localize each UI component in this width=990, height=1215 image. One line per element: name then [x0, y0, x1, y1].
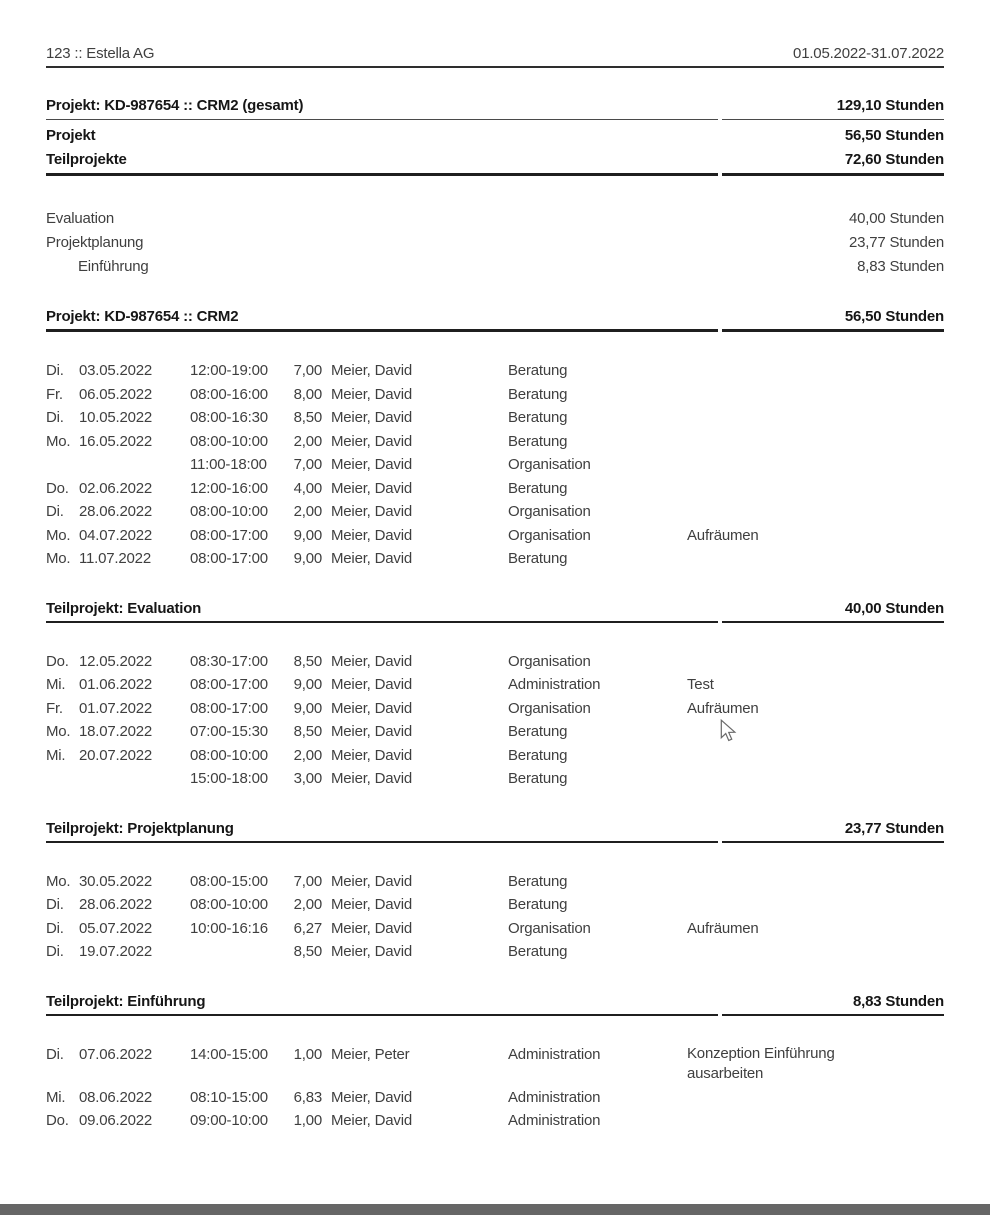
entry-row: [46, 1043, 944, 1086]
entry-hours: 7,00: [293, 456, 322, 473]
entry-note-text: Test: [687, 676, 714, 693]
entry-date: 11.07.2022: [79, 550, 151, 567]
entry-time-range: 08:00-16:30: [190, 409, 268, 426]
entry-person: Meier, David: [331, 432, 412, 450]
entry-person: Meier, David: [331, 676, 412, 693]
section-heading: [46, 993, 944, 1016]
entry-day: Mo.: [46, 432, 71, 450]
entry-person: Meier, David: [331, 770, 412, 787]
entry-hours: 9,00: [293, 676, 322, 693]
entry-time-range: 07:00-15:30: [190, 723, 268, 740]
entry-date: 06.05.2022: [79, 385, 153, 403]
entry-time-range: 08:00-10:00: [190, 746, 268, 764]
entry-activity: Beratung: [508, 409, 568, 426]
entry-note-text: Aufräumen: [687, 526, 759, 544]
entry-date: 28.06.2022: [79, 896, 153, 913]
entry-day: Mi.: [46, 676, 66, 693]
entry-activity: Beratung: [508, 943, 568, 960]
entry-day: Di.: [46, 896, 64, 913]
entry-time-range: 08:10-15:00: [190, 1088, 268, 1106]
report-section: [46, 993, 944, 1133]
entry-row: [46, 477, 944, 501]
entry-hours: 8,00: [293, 385, 322, 403]
entry-date: 01.07.2022: [79, 699, 153, 717]
entry-person: Meier, David: [331, 652, 412, 670]
summary-row-total: [46, 97, 944, 120]
entry-time-range: 08:00-17:00: [190, 550, 268, 567]
entry-hours: 8,50: [293, 652, 322, 670]
entry-time-range: 08:00-17:00: [190, 526, 268, 544]
entry-time-range: 08:00-17:00: [190, 676, 268, 693]
entry-date: 20.07.2022: [79, 746, 153, 764]
entry-hours: 2,00: [293, 896, 322, 913]
entry-activity: Beratung: [508, 362, 568, 379]
entry-hours: 2,00: [293, 503, 322, 520]
entry-day: Mo.: [46, 550, 71, 567]
entries-table: [46, 650, 944, 791]
report-section: [46, 308, 944, 571]
entry-note-text: Konzeption Einführung ausarbeiten: [687, 1045, 835, 1082]
entry-note: [687, 500, 944, 524]
entry-date: 16.05.2022: [79, 432, 153, 450]
entry-note: [687, 1086, 944, 1110]
entry-person: Meier, David: [331, 479, 412, 497]
entry-note: [687, 477, 944, 501]
entry-time-range: 10:00-16:16: [190, 919, 268, 937]
entry-hours: 9,00: [293, 550, 322, 567]
entry-row: [46, 524, 944, 548]
entry-note: [687, 917, 944, 941]
entry-note: [687, 940, 944, 964]
summary-row-project: [46, 120, 944, 144]
entry-time-range: 08:00-15:00: [190, 872, 268, 890]
entry-person: Meier, David: [331, 699, 412, 717]
entry-hours: 4,00: [293, 479, 322, 497]
entry-activity: Beratung: [508, 723, 568, 740]
section-title: Teilprojekt: Projektplanung: [46, 820, 718, 843]
entry-time-range: 15:00-18:00: [190, 770, 268, 787]
window-bottom-edge: [0, 1204, 990, 1215]
entry-date: 12.05.2022: [79, 652, 153, 670]
entry-row: [46, 917, 944, 941]
entry-row: [46, 383, 944, 407]
entry-day: Di.: [46, 1045, 64, 1063]
entry-note: [687, 430, 944, 454]
section-total-hours: 23,77 Stunden: [722, 820, 944, 843]
subproject-hours: 40,00 Stunden: [849, 210, 944, 227]
section-heading: [46, 308, 944, 332]
entry-activity: Beratung: [508, 746, 568, 764]
entry-person: Meier, David: [331, 409, 412, 426]
subproject-total-row: [46, 255, 944, 279]
entry-activity: Organisation: [508, 919, 591, 937]
section-total-hours: 40,00 Stunden: [722, 600, 944, 623]
entry-person: Meier, Peter: [331, 1045, 410, 1063]
entry-activity: Organisation: [508, 503, 591, 520]
entry-time-range: 08:00-17:00: [190, 699, 268, 717]
entry-day: Mo.: [46, 723, 71, 740]
entry-person: Meier, David: [331, 503, 412, 520]
summary-label: Projekt: [46, 127, 96, 144]
entry-row: [46, 744, 944, 768]
entry-note: [687, 673, 944, 697]
entry-row: [46, 359, 944, 383]
entry-day: Do.: [46, 479, 69, 497]
entry-date: 07.06.2022: [79, 1045, 153, 1063]
entry-activity: Beratung: [508, 896, 568, 913]
entry-person: Meier, David: [331, 919, 412, 937]
entry-hours: 8,50: [293, 409, 322, 426]
entry-time-range: 08:00-10:00: [190, 896, 268, 913]
entry-time-range: 08:30-17:00: [190, 652, 268, 670]
sections-container: [46, 308, 944, 1133]
entry-date: 03.05.2022: [79, 362, 153, 379]
entry-note-text: Aufräumen: [687, 699, 759, 717]
entry-row: [46, 547, 944, 571]
entry-day: Do.: [46, 652, 69, 670]
entry-person: Meier, David: [331, 723, 412, 740]
subproject-hours: 8,83 Stunden: [857, 258, 944, 275]
entry-activity: Administration: [508, 1045, 601, 1063]
entry-activity: Administration: [508, 676, 601, 693]
entry-hours: 2,00: [293, 432, 322, 450]
entry-time-range: 08:00-10:00: [190, 503, 268, 520]
entry-day: Di.: [46, 503, 64, 520]
entry-activity: Administration: [508, 1112, 601, 1129]
section-title: Projekt: KD-987654 :: CRM2: [46, 308, 718, 332]
entry-hours: 8,50: [293, 723, 322, 740]
entry-hours: 6,27: [293, 919, 322, 937]
entry-date: 28.06.2022: [79, 503, 153, 520]
entry-time-range: 08:00-10:00: [190, 432, 268, 450]
entry-row: [46, 893, 944, 917]
entry-activity: Beratung: [508, 385, 568, 403]
entry-person: Meier, David: [331, 943, 412, 960]
entry-day: Di.: [46, 943, 64, 960]
summary-bottom-rule: [46, 173, 944, 176]
entry-date: 19.07.2022: [79, 943, 153, 960]
entry-hours: 8,50: [293, 943, 322, 960]
summary-row-subprojects: [46, 144, 944, 168]
entry-activity: Beratung: [508, 479, 568, 497]
entry-date: 08.06.2022: [79, 1088, 153, 1106]
entry-hours: 7,00: [293, 362, 322, 379]
entry-activity: Organisation: [508, 526, 591, 544]
entry-activity: Beratung: [508, 770, 568, 787]
entry-row: [46, 453, 944, 477]
entry-person: Meier, David: [331, 456, 412, 473]
entry-day: Fr.: [46, 699, 63, 717]
entry-day: Mi.: [46, 1088, 66, 1106]
entry-date: 04.07.2022: [79, 526, 153, 544]
entry-time-range: 08:00-16:00: [190, 385, 268, 403]
entry-note: [687, 1109, 944, 1133]
entry-row: [46, 720, 944, 744]
entry-row: [46, 406, 944, 430]
report-id-client: 123 :: Estella AG: [46, 45, 155, 62]
subproject-total-row: [46, 231, 944, 255]
entry-date: 02.06.2022: [79, 479, 153, 497]
report-section: [46, 600, 944, 791]
section-title: Teilprojekt: Einführung: [46, 993, 718, 1016]
entry-person: Meier, David: [331, 1112, 412, 1129]
entry-date: 10.05.2022: [79, 409, 153, 426]
entry-row: [46, 940, 944, 964]
entry-activity: Organisation: [508, 699, 591, 717]
entry-day: Mo.: [46, 526, 71, 544]
entry-hours: 7,00: [293, 872, 322, 890]
entry-time-range: 11:00-18:00: [190, 456, 267, 473]
entry-row: [46, 1109, 944, 1133]
entry-day: Do.: [46, 1112, 69, 1129]
entry-note: [687, 547, 944, 571]
summary-label: Projekt: KD-987654 :: CRM2 (gesamt): [46, 97, 718, 120]
section-total-hours: 8,83 Stunden: [722, 993, 944, 1016]
summary-hours: 56,50 Stunden: [844, 127, 944, 144]
entry-note: [687, 406, 944, 430]
section-heading: [46, 820, 944, 843]
entry-hours: 3,00: [293, 770, 322, 787]
entry-day: Mo.: [46, 872, 71, 890]
entry-activity: Administration: [508, 1088, 601, 1106]
entry-person: Meier, David: [331, 550, 412, 567]
entry-note: [687, 893, 944, 917]
entry-person: Meier, David: [331, 872, 412, 890]
entry-hours: 9,00: [293, 526, 322, 544]
entry-note: [687, 650, 944, 674]
entry-note: [687, 697, 944, 721]
entry-note: [687, 359, 944, 383]
entry-activity: Beratung: [508, 872, 568, 890]
entry-person: Meier, David: [331, 746, 412, 764]
subproject-total-row: [46, 207, 944, 231]
entry-person: Meier, David: [331, 1088, 412, 1106]
entry-day: Mi.: [46, 746, 66, 764]
entry-person: Meier, David: [331, 896, 412, 913]
entry-row: [46, 1086, 944, 1110]
entry-activity: Beratung: [508, 550, 568, 567]
summary-label: Teilprojekte: [46, 151, 127, 168]
entry-row: [46, 767, 944, 791]
entry-time-range: 14:00-15:00: [190, 1045, 268, 1063]
entry-hours: 9,00: [293, 699, 322, 717]
entry-note: [687, 453, 944, 477]
entry-person: Meier, David: [331, 526, 412, 544]
entries-table: [46, 870, 944, 964]
entry-time-range: 09:00-10:00: [190, 1112, 268, 1129]
summary-hours: 129,10 Stunden: [722, 97, 944, 120]
entry-row: [46, 650, 944, 674]
entry-person: Meier, David: [331, 362, 412, 379]
entry-note: [687, 1043, 944, 1086]
summary-block: [46, 97, 944, 176]
entry-activity: Beratung: [508, 432, 568, 450]
subproject-name: Evaluation: [46, 210, 115, 227]
entry-hours: 6,83: [293, 1088, 322, 1106]
section-total-hours: 56,50 Stunden: [722, 308, 944, 332]
entry-note: [687, 767, 944, 791]
subproject-hours: 23,77 Stunden: [849, 234, 944, 251]
entry-note: [687, 744, 944, 768]
entry-day: Di.: [46, 362, 64, 379]
entry-row: [46, 673, 944, 697]
entry-time-range: 12:00-19:00: [190, 362, 268, 379]
entry-date: 30.05.2022: [79, 872, 153, 890]
entry-activity: Organisation: [508, 652, 591, 670]
entry-day: Di.: [46, 409, 64, 426]
section-title: Teilprojekt: Evaluation: [46, 600, 718, 623]
report-section: [46, 820, 944, 964]
entry-note-text: Aufräumen: [687, 919, 759, 937]
subproject-totals: [46, 207, 944, 279]
entry-day: Di.: [46, 919, 64, 937]
entries-table: [46, 1043, 944, 1133]
entry-note: [687, 383, 944, 407]
entry-day: Fr.: [46, 385, 63, 403]
entry-row: [46, 500, 944, 524]
entry-date: 18.07.2022: [79, 723, 153, 740]
entry-hours: 1,00: [293, 1112, 322, 1129]
entry-hours: 1,00: [293, 1045, 322, 1063]
section-heading: [46, 600, 944, 623]
entry-row: [46, 870, 944, 894]
entry-date: 05.07.2022: [79, 919, 153, 937]
entry-row: [46, 430, 944, 454]
subproject-name: Projektplanung: [46, 234, 144, 251]
entry-row: [46, 697, 944, 721]
entry-hours: 2,00: [293, 746, 322, 764]
report-date-range: 01.05.2022-31.07.2022: [793, 45, 944, 62]
entry-date: 09.06.2022: [79, 1112, 153, 1129]
entries-table: [46, 359, 944, 571]
page-header: [46, 0, 944, 68]
entry-note: [687, 870, 944, 894]
entry-time-range: 12:00-16:00: [190, 479, 268, 497]
entry-date: 01.06.2022: [79, 676, 153, 693]
subproject-name: Einführung: [78, 258, 149, 275]
summary-hours: 72,60 Stunden: [844, 151, 944, 168]
entry-person: Meier, David: [331, 385, 412, 403]
entry-note: [687, 524, 944, 548]
entry-activity: Organisation: [508, 456, 591, 473]
entry-note: [687, 720, 944, 744]
